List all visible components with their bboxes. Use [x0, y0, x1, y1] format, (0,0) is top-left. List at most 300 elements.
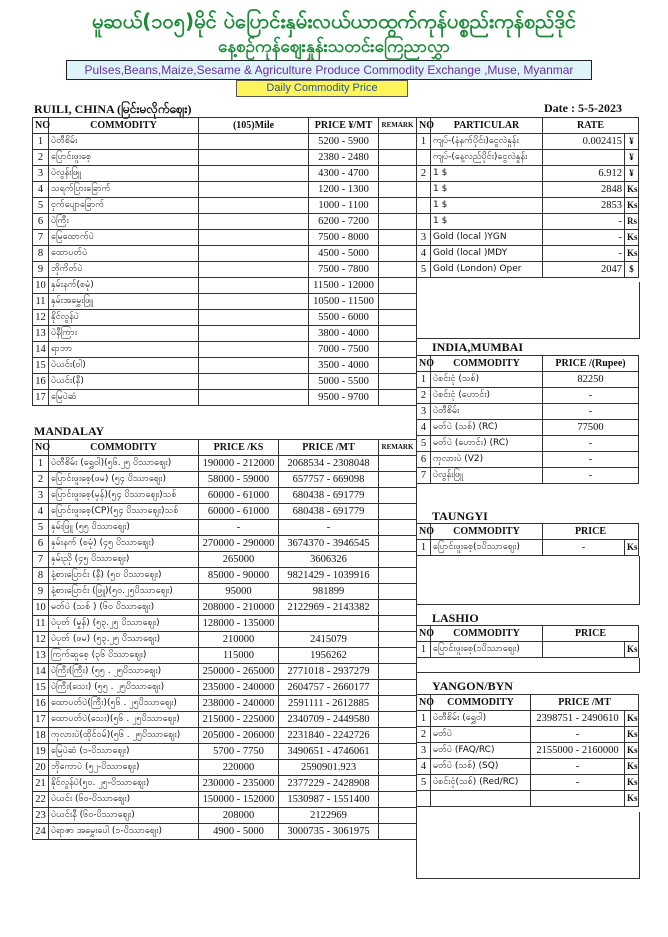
row-number: 4 — [33, 182, 49, 198]
table-header-row — [417, 118, 639, 134]
header-cell: REMARK — [379, 118, 417, 134]
row-number: 10 — [33, 278, 49, 294]
rate-unit: Rs — [625, 214, 639, 230]
price-yuan: 11500 - 12000 — [309, 278, 379, 294]
row-number: 5 — [33, 198, 49, 214]
remark-cell — [379, 150, 417, 166]
price-ks: 230000 - 235000 — [199, 776, 279, 792]
table-row — [33, 294, 417, 310]
remark-cell — [379, 824, 417, 840]
commodity-name: ပဲစင်းငုံ(သစ်) (Red/RC) — [431, 775, 531, 791]
mile-price — [199, 198, 309, 214]
remark-cell — [379, 504, 417, 520]
row-number: 9 — [33, 262, 49, 278]
price-mt: 2340709 - 2449580 — [279, 712, 379, 728]
commodity-name: ကြက်ဆူစေ့ (၃၆ ပိဿာဈေး) — [49, 648, 199, 664]
commodity-name: ပဲယင်းနီ (၆၀-ပိဿာဈေး) — [49, 808, 199, 824]
commodity-name: ဘိုကောပဲ (၅၂-ပိဿာဈေး) — [49, 760, 199, 776]
row-number: 12 — [33, 310, 49, 326]
price-mt: 3606326 — [279, 552, 379, 568]
table-row — [33, 616, 417, 632]
row-number: 7 — [417, 468, 431, 484]
price-ks: 128000 - 135000 — [199, 616, 279, 632]
price-unit: Ks — [625, 791, 639, 807]
remark-cell — [379, 358, 417, 374]
header-cell: PRICE /KS — [199, 440, 279, 456]
remark-cell — [379, 230, 417, 246]
header-cell: PRICE /MT — [531, 695, 639, 711]
price-rupee: - — [543, 388, 639, 404]
table-row — [417, 198, 639, 214]
commodity-name: နိုင်လွန်ပဲ(၅၀. ၂၅-ပိဿာဈေး) — [49, 776, 199, 792]
row-number: 21 — [33, 776, 49, 792]
mandalay-table — [32, 439, 417, 840]
price-ks: 208000 — [199, 808, 279, 824]
row-number: 16 — [33, 374, 49, 390]
table-row — [33, 246, 417, 262]
table-row — [33, 664, 417, 680]
commodity-name: မတ်ပဲ (FAQ/RC) — [431, 743, 531, 759]
header-cell: PRICE — [543, 524, 639, 540]
commodity-name: မတ်ပဲ (သစ် ) (၆၀ ပိဿာဈေး) — [49, 600, 199, 616]
rate-unit: $ — [625, 262, 639, 278]
price-ks: 4900 - 5000 — [199, 824, 279, 840]
mile-price — [199, 134, 309, 150]
row-number: 6 — [33, 536, 49, 552]
commodity-name: ပဲကြီး(ကြီး) (၅၅ . ၂၅ပိဿာဈေး) — [49, 664, 199, 680]
table-row — [417, 388, 639, 404]
price-mt: 3000735 - 3061975 — [279, 824, 379, 840]
table-row — [33, 584, 417, 600]
remark-cell — [379, 488, 417, 504]
mile-price — [199, 374, 309, 390]
rate-value: - — [543, 214, 625, 230]
ruili-table — [32, 117, 417, 406]
commodity-name: မြေပဲဆံ (၁-ပိဿာဈေး) — [49, 744, 199, 760]
price-mt: 2068534 - 2308048 — [279, 456, 379, 472]
table-row — [33, 214, 417, 230]
table-row — [417, 150, 639, 166]
header-cell: PRICE /MT — [279, 440, 379, 456]
price-yuan: 4500 - 5000 — [309, 246, 379, 262]
commodity-name: ပဲယင်း(ဝါ) — [49, 358, 199, 374]
price-yuan: 4300 - 4700 — [309, 166, 379, 182]
row-number: 3 — [33, 488, 49, 504]
price-unit: Ks — [625, 727, 639, 743]
table-row — [417, 214, 639, 230]
row-number: 1 — [417, 642, 431, 658]
rate-unit: Ks — [625, 198, 639, 214]
rate-value: 2853 — [543, 198, 625, 214]
price-ks: 5700 - 7750 — [199, 744, 279, 760]
remark-cell — [379, 744, 417, 760]
price-unit: Ks — [625, 743, 639, 759]
table-row — [33, 696, 417, 712]
row-number — [417, 214, 431, 230]
table-row — [417, 404, 639, 420]
price-unit: Ks — [625, 775, 639, 791]
header-cell: PARTICULAR — [431, 118, 543, 134]
mile-price — [199, 150, 309, 166]
price-yuan: 10500 - 11500 — [309, 294, 379, 310]
particular-name: Gold (local )MDY — [431, 246, 543, 262]
remark-cell — [379, 552, 417, 568]
table-row — [33, 134, 417, 150]
price-mt: 981899 — [279, 584, 379, 600]
table-row — [417, 791, 639, 807]
row-number: 3 — [417, 743, 431, 759]
row-number: 3 — [417, 404, 431, 420]
price-value: - — [543, 540, 625, 556]
table-row — [33, 808, 417, 824]
header-cell: COMMODITY — [431, 695, 531, 711]
table-row — [417, 166, 639, 182]
remark-cell — [379, 584, 417, 600]
row-number: 12 — [33, 632, 49, 648]
header-cell: COMMODITY — [431, 356, 543, 372]
price-ks: 210000 — [199, 632, 279, 648]
table-row — [33, 552, 417, 568]
row-number: 3 — [33, 166, 49, 182]
price-mt: 657757 - 669098 — [279, 472, 379, 488]
remark-cell — [379, 648, 417, 664]
price-unit: Ks — [625, 540, 639, 556]
yangon-blank — [416, 812, 640, 879]
price-rupee: - — [543, 436, 639, 452]
table-row — [417, 727, 639, 743]
header-cell: PRICE — [543, 626, 639, 642]
yangon-title: YANGON/BYN — [432, 679, 513, 693]
price-mt: 2771018 - 2937279 — [279, 664, 379, 680]
price-yuan: 5500 - 6000 — [309, 310, 379, 326]
taungyi-title: TAUNGYI — [432, 509, 488, 523]
table-row — [33, 326, 417, 342]
commodity-name: ပဲတီစိမ်း — [49, 134, 199, 150]
price-yuan: 7500 - 8000 — [309, 230, 379, 246]
particular-name: 1 $ — [431, 198, 543, 214]
commodity-name: ပဲယင်း (၆၀-ပိဿာဈေး) — [49, 792, 199, 808]
table-row — [417, 436, 639, 452]
header-cell: COMMODITY — [431, 626, 543, 642]
rate-value: 2848 — [543, 182, 625, 198]
price-yuan: 2380 - 2480 — [309, 150, 379, 166]
commodity-name: ပြောင်းဖူးစေ့(CP)(၅၄ ပိဿာဈေး)သစ် — [49, 504, 199, 520]
row-number: 11 — [33, 616, 49, 632]
mile-price — [199, 278, 309, 294]
table-row — [33, 712, 417, 728]
commodity-name: ပြောင်းဖူးစေ့(ဖမ) (၅၄ ပိဿာဈေး) — [49, 472, 199, 488]
header-cell: NO — [417, 118, 431, 134]
price-mt: 1530987 - 1551400 — [279, 792, 379, 808]
ruili-title: RUILI, CHINA (မြင်းမလိုက်ဈေး) — [34, 102, 192, 116]
header-cell: NO — [33, 440, 49, 456]
rate-unit: ¥ — [625, 166, 639, 182]
mile-price — [199, 326, 309, 342]
commodity-name: နိုင်လွန်ပဲ — [49, 310, 199, 326]
row-number: 17 — [33, 712, 49, 728]
row-number: 18 — [33, 728, 49, 744]
commodity-name: ပဲယင်း(နီ) — [49, 374, 199, 390]
price-mt: - — [531, 727, 625, 743]
commodity-name: ပြောင်းဖူးစေ့ — [49, 150, 199, 166]
price-yuan: 7500 - 7800 — [309, 262, 379, 278]
rate-value: - — [543, 230, 625, 246]
row-number: 13 — [33, 648, 49, 664]
row-number: 7 — [33, 230, 49, 246]
table-row — [33, 278, 417, 294]
header-cell: PRICE /(Rupee) — [543, 356, 639, 372]
row-number: 23 — [33, 808, 49, 824]
row-number: 5 — [417, 262, 431, 278]
remark-cell — [379, 182, 417, 198]
price-yuan: 3800 - 4000 — [309, 326, 379, 342]
row-number: 16 — [33, 696, 49, 712]
row-number: 3 — [417, 230, 431, 246]
table-row — [33, 342, 417, 358]
remark-cell — [379, 246, 417, 262]
row-number: 1 — [33, 134, 49, 150]
mile-price — [199, 390, 309, 406]
rate-unit: Ks — [625, 246, 639, 262]
price-ks: 85000 - 90000 — [199, 568, 279, 584]
price-yuan: 5200 - 5900 — [309, 134, 379, 150]
table-row — [33, 390, 417, 406]
price-ks: 215000 - 225000 — [199, 712, 279, 728]
row-number: 2 — [417, 388, 431, 404]
commodity-name: ပဲစင်းငုံ (ဟောင်း) — [431, 388, 543, 404]
header-cell: NO — [417, 524, 431, 540]
table-header-row — [33, 440, 417, 456]
price-rupee: 77500 — [543, 420, 639, 436]
remark-cell — [379, 680, 417, 696]
commodity-name: ရာဘာ — [49, 342, 199, 358]
price-unit: Ks — [625, 711, 639, 727]
commodity-name: ထောပတ်ပဲ(သေး)(၅၆ . ၂၅ပိဿာဈေး) — [49, 712, 199, 728]
table-row — [33, 198, 417, 214]
commodity-name: ကုလားပဲ(ထိုင်ဝမ်)(၅၆ . ၂၅ပိဿာဈေး) — [49, 728, 199, 744]
row-number: 14 — [33, 342, 49, 358]
table-row — [33, 182, 417, 198]
commodity-name: မတ်ပဲ — [431, 727, 531, 743]
remark-cell — [379, 294, 417, 310]
commodity-name: ပဲလွန်းဖြူ — [49, 166, 199, 182]
table-row — [417, 743, 639, 759]
table-row — [417, 642, 639, 658]
row-number: 17 — [33, 390, 49, 406]
row-number: 8 — [33, 246, 49, 262]
commodity-name: နံ့စားပြောင်း (နီ) (၅၀ ပိဿာဈေး) — [49, 568, 199, 584]
row-number: 5 — [417, 436, 431, 452]
particular-name: Gold (London) Oper — [431, 262, 543, 278]
remark-cell — [379, 616, 417, 632]
remark-cell — [379, 808, 417, 824]
remark-cell — [379, 310, 417, 326]
price-mt: 2604757 - 2660177 — [279, 680, 379, 696]
remark-cell — [379, 728, 417, 744]
commodity-name — [431, 791, 531, 807]
row-number: 4 — [417, 246, 431, 262]
commodity-name: မတ်ပဲ (သစ်) (RC) — [431, 420, 543, 436]
daily-price-label: Daily Commodity Price — [236, 80, 408, 97]
remark-cell — [379, 326, 417, 342]
table-row — [33, 744, 417, 760]
table-row — [33, 374, 417, 390]
row-number: 4 — [417, 420, 431, 436]
row-number: 8 — [33, 568, 49, 584]
price-ks: 58000 - 59000 — [199, 472, 279, 488]
table-row — [33, 760, 417, 776]
price-mt: - — [531, 775, 625, 791]
table-row — [33, 488, 417, 504]
table-row — [417, 711, 639, 727]
remark-cell — [379, 198, 417, 214]
table-row — [33, 536, 417, 552]
table-header-row — [417, 524, 639, 540]
price-yuan: 3500 - 4000 — [309, 358, 379, 374]
remark-cell — [379, 776, 417, 792]
rate-value: 2047 — [543, 262, 625, 278]
table-header-row — [417, 626, 639, 642]
header-cell: NO — [33, 118, 49, 134]
lashio-title: LASHIO — [432, 611, 479, 625]
header-cell: (105)Mile — [199, 118, 309, 134]
particular-name: 1 $ — [431, 214, 543, 230]
row-number: 24 — [33, 824, 49, 840]
remark-cell — [379, 664, 417, 680]
commodity-name: ပဲတီစိမ်း — [431, 404, 543, 420]
table-row — [33, 166, 417, 182]
table-row — [33, 150, 417, 166]
remark-cell — [379, 600, 417, 616]
table-row — [33, 358, 417, 374]
price-yuan: 5000 - 5500 — [309, 374, 379, 390]
india-title: INDIA,MUMBAI — [432, 340, 523, 354]
row-number: 4 — [33, 504, 49, 520]
price-unit: Ks — [625, 642, 639, 658]
commodity-name: ပဲနီကြား — [49, 326, 199, 342]
page-subtitle: နေ့စဉ်ကုန်ဈေးနှုန်းသတင်းကြေညာလွှာ — [217, 37, 450, 57]
price-rupee: 82250 — [543, 372, 639, 388]
rate-table — [416, 117, 639, 278]
price-mt: 3674370 - 3946545 — [279, 536, 379, 552]
rate-unit: Ks — [625, 230, 639, 246]
header-cell: PRICE ¥/MT — [309, 118, 379, 134]
rate-value: 0.002415 — [543, 134, 625, 150]
remark-cell — [379, 342, 417, 358]
commodity-name: နှမ်းညို (၄၅ ပိဿာဈေး) — [49, 552, 199, 568]
row-number: 1 — [417, 372, 431, 388]
table-row — [33, 568, 417, 584]
mile-price — [199, 294, 309, 310]
table-row — [33, 792, 417, 808]
mile-price — [199, 246, 309, 262]
commodity-name: နှမ်းအမွှေးဖြူ — [49, 294, 199, 310]
price-ks: 208000 - 210000 — [199, 600, 279, 616]
table-row — [33, 728, 417, 744]
row-number: 10 — [33, 600, 49, 616]
header-cell: NO — [417, 695, 431, 711]
price-mt: 2591111 - 2612885 — [279, 696, 379, 712]
price-mt: 1956262 — [279, 648, 379, 664]
row-number: 9 — [33, 584, 49, 600]
price-mt — [531, 791, 625, 807]
row-number: 6 — [417, 452, 431, 468]
rate-unit: ¥ — [625, 150, 639, 166]
table-header-row — [417, 356, 639, 372]
row-number: 1 — [417, 540, 431, 556]
table-row — [33, 230, 417, 246]
price-yuan: 1000 - 1100 — [309, 198, 379, 214]
table-row — [417, 230, 639, 246]
price-ks: 270000 - 290000 — [199, 536, 279, 552]
commodity-name: မြေထောက်ပဲ — [49, 230, 199, 246]
header-cell: COMMODITY — [431, 524, 543, 540]
commodity-name: ပဲပုတ် (မှုန်) (၅၃.၂၅ ပိဿာဈေး) — [49, 616, 199, 632]
price-value — [543, 642, 625, 658]
remark-cell — [379, 712, 417, 728]
commodity-name: ပဲတီစိမ်း (ရွှေဝါ) — [431, 711, 531, 727]
price-rupee: - — [543, 452, 639, 468]
commodity-name: ပဲကြီး — [49, 214, 199, 230]
commodity-name: ပဲပုတ် (ဖမ) (၅၃.၂၅ ပိဿာဈေး) — [49, 632, 199, 648]
header-cell: NO — [417, 626, 431, 642]
rate-unit: ¥ — [625, 134, 639, 150]
header-cell: COMMODITY — [49, 118, 199, 134]
price-mt: 3490651 - 4746061 — [279, 744, 379, 760]
commodity-name: မတ်ပဲ (ဟောင်း) (RC) — [431, 436, 543, 452]
yangon-table — [416, 694, 639, 807]
mile-price — [199, 310, 309, 326]
price-unit: Ks — [625, 759, 639, 775]
price-mt — [279, 616, 379, 632]
price-ks: 220000 — [199, 760, 279, 776]
price-mt: 9821429 - 1039916 — [279, 568, 379, 584]
header-cell: COMMODITY — [49, 440, 199, 456]
row-number: 5 — [417, 775, 431, 791]
price-mt: 2122969 - 2143382 — [279, 600, 379, 616]
commodity-name: ပြောင်းဖူးစေ့(၁ပိဿာဈေး) — [431, 642, 543, 658]
row-number — [417, 150, 431, 166]
table-header-row — [33, 118, 417, 134]
commodity-name: ဘိုကိတ်ပဲ — [49, 262, 199, 278]
price-mt: 2377229 - 2428908 — [279, 776, 379, 792]
remark-cell — [379, 278, 417, 294]
price-ks: 60000 - 61000 — [199, 504, 279, 520]
row-number: 1 — [417, 134, 431, 150]
commodity-name: ပဲရာဇာ အမွှေးပေါ (၁-ပိဿာဈေး) — [49, 824, 199, 840]
remark-cell — [379, 134, 417, 150]
exchange-banner: Pulses,Beans,Maize,Sesame & Agriculture Produce Commodity Exchange ,Muse, Myanmar — [66, 60, 592, 80]
price-mt: 2398751 - 2490610 — [531, 711, 625, 727]
remark-cell — [379, 536, 417, 552]
taungyi-blank — [416, 556, 640, 605]
mile-price — [199, 214, 309, 230]
price-ks: 95000 — [199, 584, 279, 600]
mile-price — [199, 342, 309, 358]
price-ks: 238000 - 240000 — [199, 696, 279, 712]
remark-cell — [379, 262, 417, 278]
row-number: 19 — [33, 744, 49, 760]
row-number: 14 — [33, 664, 49, 680]
remark-cell — [379, 456, 417, 472]
price-rupee: - — [543, 404, 639, 420]
price-ks: - — [199, 520, 279, 536]
commodity-name: ပဲစင်းငုံ (သစ်) — [431, 372, 543, 388]
mile-price — [199, 166, 309, 182]
table-row — [417, 468, 639, 484]
header-cell: RATE — [543, 118, 639, 134]
table-row — [33, 648, 417, 664]
